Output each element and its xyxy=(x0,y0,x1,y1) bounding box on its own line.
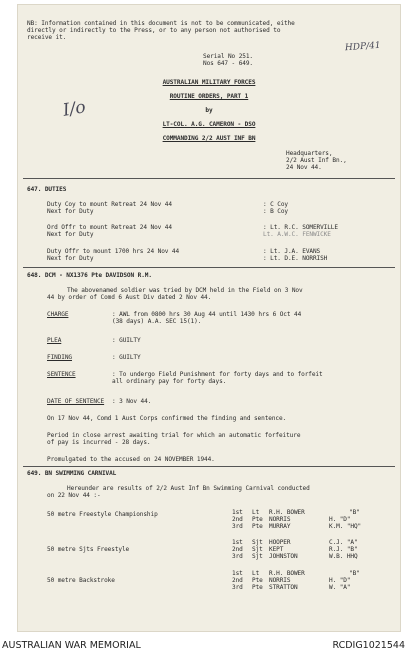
paragraph-line: Promulgated to the accused on 24 NOVEMBER 1944. xyxy=(47,456,215,463)
result-coy: "B" xyxy=(349,570,360,577)
duty-row-left: Next for Duty xyxy=(47,231,94,238)
result-place: 1st xyxy=(232,570,243,577)
paragraph-line: on 22 Nov 44 :- xyxy=(47,492,101,499)
result-name: NORRIS xyxy=(269,516,291,523)
handwritten-mark: I/o xyxy=(61,97,88,121)
result-rank: Pte xyxy=(252,516,263,523)
finding-value: : GUILTY xyxy=(112,354,141,361)
result-name: R.H. BOWER xyxy=(269,570,305,577)
result-rank: Pte xyxy=(252,584,263,591)
document-page xyxy=(17,4,401,632)
result-place: 3rd xyxy=(232,523,243,530)
duty-row-right: : B Coy xyxy=(263,208,288,215)
result-coy: K.M. "HQ" xyxy=(329,523,362,530)
result-rank: Sjt xyxy=(252,539,263,546)
hq-line: Headquarters, xyxy=(286,150,333,157)
officer-name: LT-COL. A.G. CAMERON - DSO xyxy=(162,121,256,128)
result-rank: Pte xyxy=(252,523,263,530)
result-name: HOOPER xyxy=(269,539,291,546)
result-name: KEPT xyxy=(269,546,284,553)
result-coy: R.J. "B" xyxy=(329,546,358,553)
result-place: 1st xyxy=(232,509,243,516)
notice-line: receive it. xyxy=(27,34,67,41)
duty-row-right: : Lt. D.E. NORRISH xyxy=(263,255,328,262)
result-rank: Pte xyxy=(252,577,263,584)
plea-label: PLEA xyxy=(47,337,62,344)
paragraph-line: of pay is incurred - 28 days. xyxy=(47,439,151,446)
divider xyxy=(23,267,395,268)
charge-text: : AWL from 0800 hrs 30 Aug 44 until 1430 hrs 6 Oct 44 xyxy=(112,311,302,318)
duty-row-right: Lt. A.W.C. FENWICKE xyxy=(263,231,331,238)
duty-row-left: Next for Duty xyxy=(47,208,94,215)
plea-value: : GUILTY xyxy=(112,337,141,344)
result-rank: Lt xyxy=(252,570,260,577)
duty-row-left: Duty Offr to mount 1700 hrs 24 Nov 44 xyxy=(47,248,180,255)
result-coy: H. "D" xyxy=(329,516,351,523)
duty-row-right: : Lt. J.A. EVANS xyxy=(263,248,321,255)
charge-text: (38 days) A.A. SEC 15(1). xyxy=(112,318,202,325)
paragraph-line: The abovenamed soldier was tried by DCM held in the Field on 3 Nov xyxy=(67,287,303,294)
section-648-heading: 648. DCM - NX1376 Pte DAVIDSON R.M. xyxy=(27,272,152,279)
duty-row-left: Duty Coy to mount Retreat 24 Nov 44 xyxy=(47,201,172,208)
sentence-text: all ordinary pay for forty days. xyxy=(112,378,227,385)
date-of-sentence-value: : 3 Nov 44. xyxy=(112,398,152,405)
sentence-text: : To undergo Field Punishment for forty days and to forfeit xyxy=(112,371,323,378)
divider xyxy=(23,466,395,467)
result-coy: W.B. HHQ xyxy=(329,553,358,560)
date-of-sentence-label: DATE OF SENTENCE xyxy=(47,398,105,405)
order-numbers: Nos 647 - 649. xyxy=(203,60,253,67)
duty-row-right: : Lt. R.C. SOMERVILLE xyxy=(263,224,338,231)
result-coy: W. "A" xyxy=(329,584,351,591)
result-place: 2nd xyxy=(232,516,243,523)
archive-name: AUSTRALIAN WAR MEMORIAL xyxy=(2,640,141,651)
result-place: 2nd xyxy=(232,577,243,584)
result-place: 1st xyxy=(232,539,243,546)
sentence-label: SENTENCE xyxy=(47,371,76,378)
notice-line: directly or indirectly to the Press, or to any person not authorised to xyxy=(27,27,281,34)
section-647-heading: 647. DUTIES xyxy=(27,186,67,193)
document-title: AUSTRALIAN MILITARY FORCES xyxy=(162,79,256,86)
duty-row-left: Ord Offr to mount Retreat 24 Nov 44 xyxy=(47,224,172,231)
document-subtitle: ROUTINE ORDERS, PART 1 xyxy=(169,93,249,100)
duty-row-left: Next for Duty xyxy=(47,255,94,262)
result-place: 2nd xyxy=(232,546,243,553)
paragraph-line: Period in close arrest awaiting trial for which an automatic forfeiture xyxy=(47,432,301,439)
result-name: STRATTON xyxy=(269,584,298,591)
event-name: 50 metre Freestyle Championship xyxy=(47,511,158,518)
serial-number: Serial No 251. xyxy=(203,53,253,60)
command-line: COMMANDING 2/2 AUST INF BN xyxy=(162,135,256,142)
result-coy: C.J. "A" xyxy=(329,539,358,546)
result-name: R.H. BOWER xyxy=(269,509,305,516)
result-coy: H. "D" xyxy=(329,577,351,584)
result-name: JOHNSTON xyxy=(269,553,298,560)
finding-label: FINDING xyxy=(47,354,72,361)
charge-label: CHARGE xyxy=(47,311,69,318)
result-place: 3rd xyxy=(232,553,243,560)
result-place: 3rd xyxy=(232,584,243,591)
result-coy: "B" xyxy=(349,509,360,516)
event-name: 50 metre Backstroke xyxy=(47,577,115,584)
result-name: MURRAY xyxy=(269,523,291,530)
paragraph-line: Hereunder are results of 2/2 Aust Inf Bn Swimming Carnival conducted xyxy=(67,485,310,492)
result-rank: Sjt xyxy=(252,553,263,560)
paragraph-line: 44 by order of Comd 6 Aust Div dated 2 Nov 44. xyxy=(47,294,212,301)
by-line: by xyxy=(205,107,213,114)
result-rank: Lt xyxy=(252,509,260,516)
event-name: 50 metre Sjts Freestyle xyxy=(47,546,130,553)
section-649-heading: 649. BN SWIMMING CARNIVAL xyxy=(27,470,117,477)
result-rank: Sjt xyxy=(252,546,263,553)
duty-row-right: : C Coy xyxy=(263,201,288,208)
hq-date: 24 Nov 44. xyxy=(286,164,322,171)
archive-id: RCDIG1021544 xyxy=(332,640,405,651)
divider xyxy=(23,178,395,179)
archive-footer xyxy=(0,636,408,654)
notice-line: NB: Information contained in this document is not to be communicated, eithe xyxy=(27,20,295,27)
paragraph-line: On 17 Nov 44, Comd 1 Aust Corps confirmed the finding and sentence. xyxy=(47,415,287,422)
handwritten-reference: HDP/41 xyxy=(344,40,381,54)
hq-line: 2/2 Aust Inf Bn., xyxy=(286,157,347,164)
result-name: NORRIS xyxy=(269,577,291,584)
